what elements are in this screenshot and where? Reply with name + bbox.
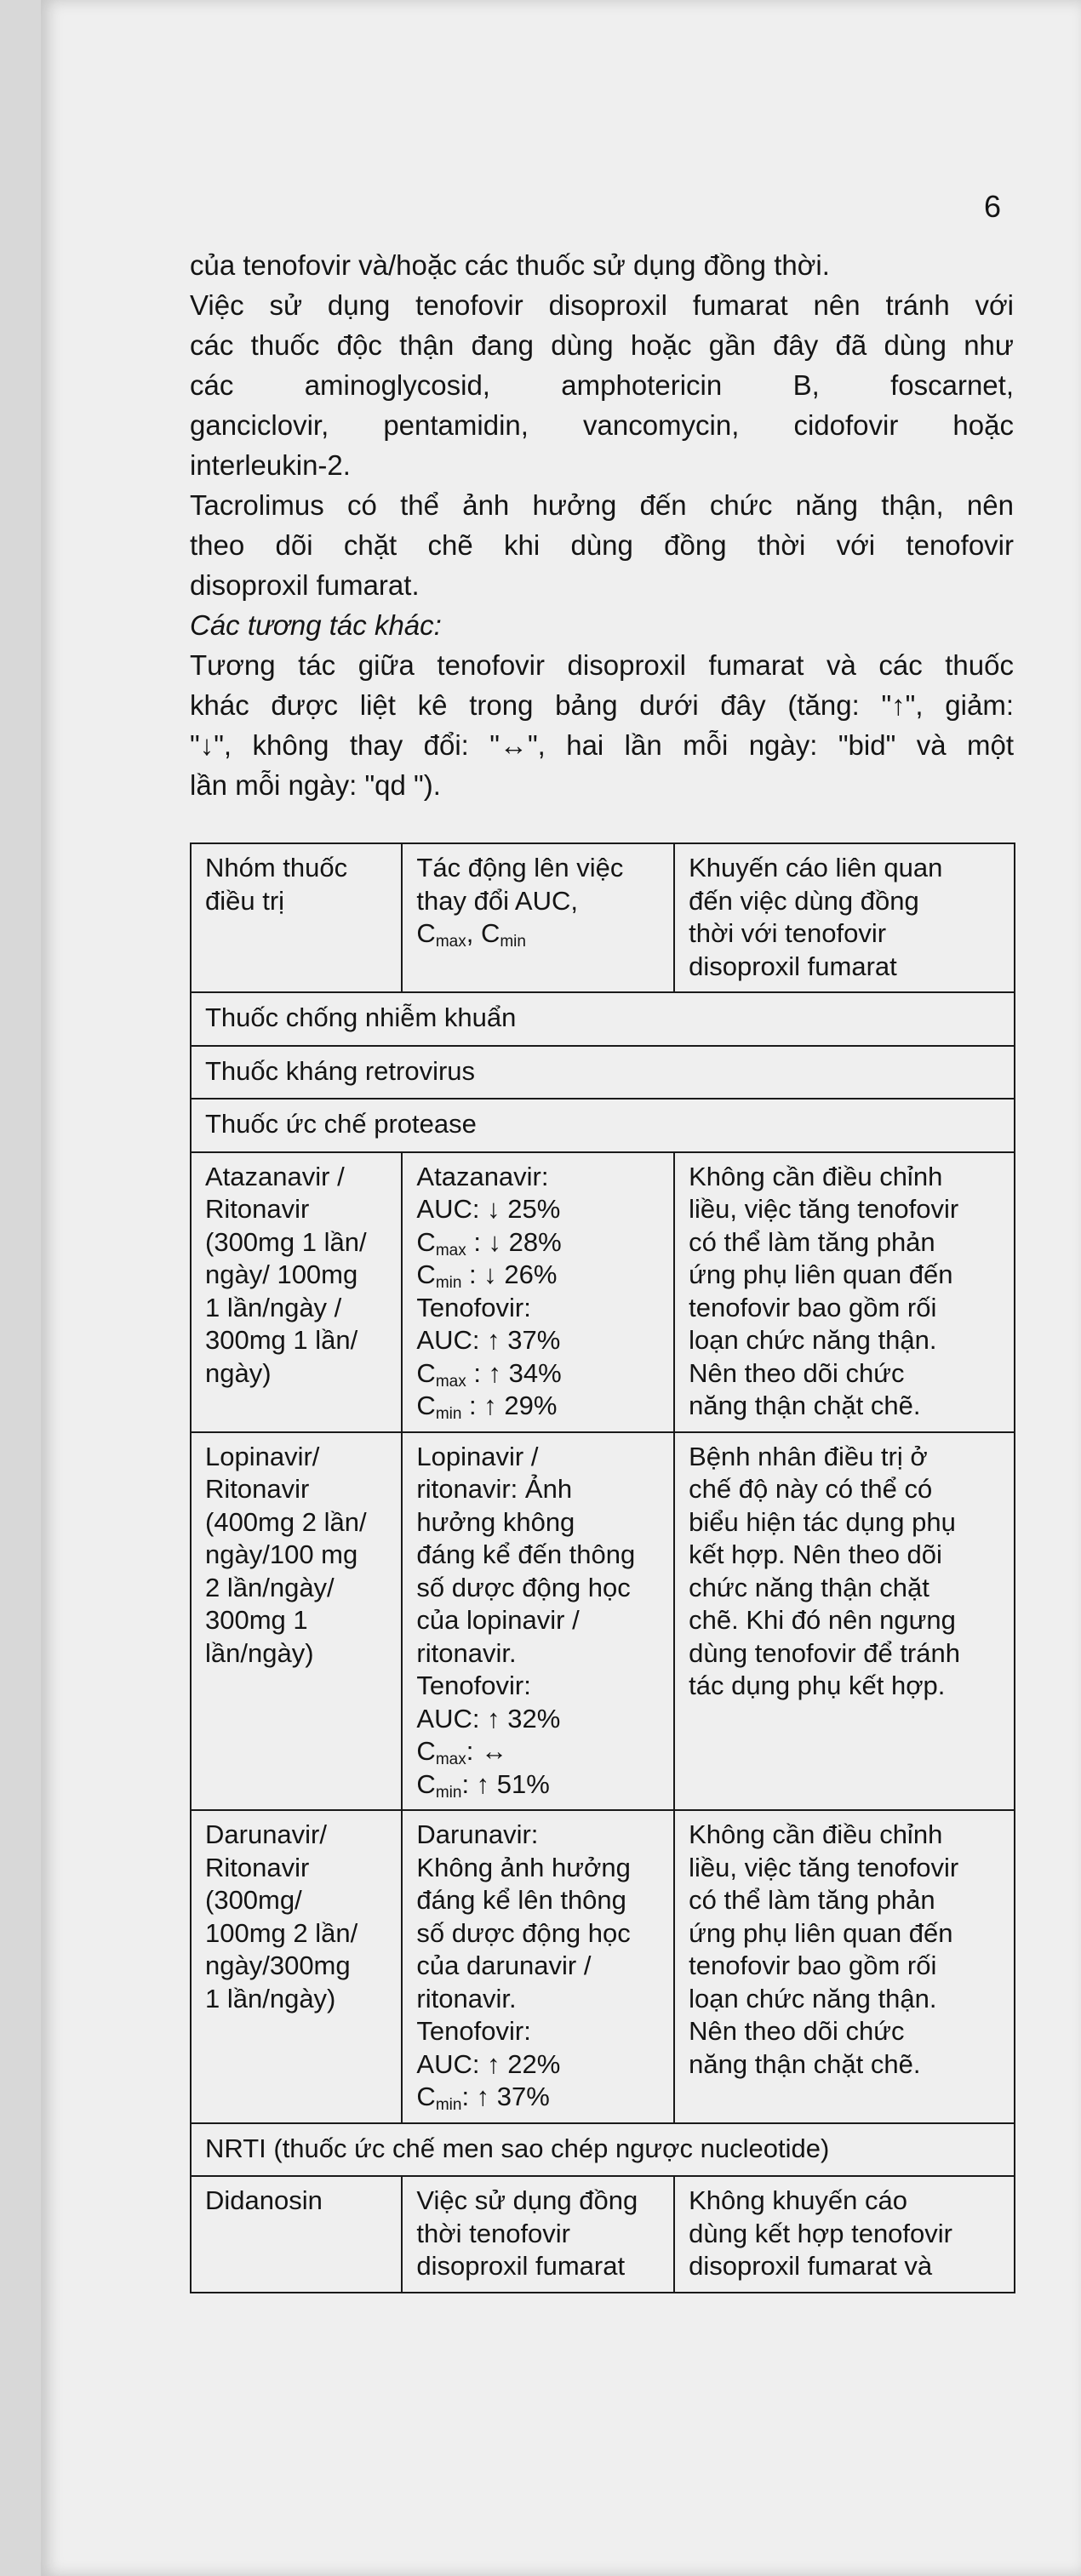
cell-line: số dược động học bbox=[416, 1917, 631, 1948]
cell-line: Lopinavir / bbox=[416, 1441, 539, 1471]
cell-line: Ritonavir bbox=[205, 1852, 310, 1882]
cell-line: chẽ. Khi đó nên ngưng bbox=[689, 1605, 956, 1635]
cell-line: Không ảnh hưởng bbox=[416, 1852, 631, 1882]
paragraph-line: ganciclovir, pentamidin, vancomycin, cidofovir hoặc bbox=[190, 409, 1014, 441]
cell-line: Didanosin bbox=[205, 2185, 323, 2215]
paragraph-line: khác được liệt kê trong bảng dưới đây (tăng: "↑", giảm: bbox=[190, 689, 1014, 721]
cell-line: 1 lần/ngày) bbox=[205, 1983, 336, 2013]
section-title: Thuốc ức chế protease bbox=[191, 1099, 1015, 1152]
section-title: NRTI (thuốc ức chế men sao chép ngược nucleotide) bbox=[191, 2123, 1015, 2177]
paragraph-line: lần mỗi ngày: "qd "). bbox=[190, 769, 441, 801]
cell-line: có thể làm tăng phản bbox=[689, 1226, 935, 1257]
cell-line: $C_{max}$ : ↑ 34% bbox=[416, 1357, 562, 1391]
header-cell-recommendation: Khuyến cáo liên quan đến việc dùng đồng thời với tenofovir disoproxil fumarat bbox=[674, 843, 1015, 992]
cell-line: ngày) bbox=[205, 1357, 272, 1388]
cell-line: AUC: ↑ 37% bbox=[416, 1325, 561, 1355]
paragraph-line: "↓", không thay đổi: "↔", hai lần mỗi ngày: "bid" và một bbox=[190, 729, 1014, 761]
body-text bbox=[190, 245, 1014, 805]
cell-line: Không khuyến cáo bbox=[689, 2185, 907, 2215]
paragraph-line: disoproxil fumarat. bbox=[190, 569, 420, 601]
cell-line: loạn chức năng thận. bbox=[689, 1983, 937, 2013]
section-row bbox=[191, 1099, 1015, 1152]
cell-line: tác dụng phụ kết hợp. bbox=[689, 1671, 946, 1700]
cell-line: (300mg 1 lần/ bbox=[205, 1226, 367, 1257]
table-row bbox=[191, 1432, 1015, 1811]
cell-line: thời tenofovir bbox=[416, 2218, 571, 2248]
cell-line: Atazanavir / bbox=[205, 1161, 345, 1191]
cell-line: disoproxil fumarat bbox=[416, 2251, 626, 2281]
cell-line: ritonavir. bbox=[416, 1637, 517, 1668]
cell-line: hưởng không bbox=[416, 1506, 575, 1537]
effect-cell bbox=[402, 2176, 674, 2293]
interaction-table bbox=[190, 842, 1015, 2293]
cell-line: lần/ngày) bbox=[205, 1637, 314, 1668]
header-cell-effect: Tác động lên việc thay đổi AUC, $C_{max}$, $C_{min}$ bbox=[402, 843, 674, 992]
section-row bbox=[191, 1046, 1015, 1100]
section-title: Thuốc kháng retrovirus bbox=[191, 1046, 1015, 1100]
paragraph-line: interleukin-2. bbox=[190, 449, 351, 481]
cell-line: $C_{min}$: ↑ 51% bbox=[416, 1768, 550, 1802]
drug-cell bbox=[191, 1432, 402, 1811]
recommendation-cell bbox=[674, 1810, 1015, 2123]
table-row bbox=[191, 1810, 1015, 2123]
cell-line: Darunavir/ bbox=[205, 1819, 327, 1849]
section-title: Thuốc chống nhiễm khuẩn bbox=[191, 992, 1015, 1046]
cell-line: 300mg 1 bbox=[205, 1605, 308, 1635]
cell-line: AUC: ↑ 22% bbox=[416, 2048, 561, 2079]
cell-line: $C_{max}$: ↔ bbox=[416, 1736, 507, 1768]
cell-line: Nên theo dõi chức bbox=[689, 1357, 905, 1388]
table-row bbox=[191, 1152, 1015, 1432]
cell-line: 100mg 2 lần/ bbox=[205, 1917, 358, 1948]
section-row bbox=[191, 2123, 1015, 2177]
cell-line: disoproxil fumarat và bbox=[689, 2251, 933, 2281]
cell-line: có thể làm tăng phản bbox=[689, 1885, 935, 1915]
recommendation-cell bbox=[674, 1152, 1015, 1432]
cell-line: dùng tenofovir để tránh bbox=[689, 1637, 960, 1668]
cell-line: Nên theo dõi chức bbox=[689, 2016, 905, 2046]
effect-cell bbox=[402, 1810, 674, 2123]
cell-line: đáng kể lên thông bbox=[416, 1885, 626, 1915]
paragraph-line: Việc sử dụng tenofovir disoproxil fumarat nên tránh với bbox=[190, 289, 1014, 321]
paragraph-line: theo dõi chặt chẽ khi dùng đồng thời với tenofovir bbox=[190, 529, 1014, 561]
cell-line: AUC: ↓ 25% bbox=[416, 1194, 561, 1224]
section-row bbox=[191, 992, 1015, 1046]
cell-line: Việc sử dụng đồng bbox=[416, 2185, 638, 2215]
paragraph-line: các aminoglycosid, amphotericin B, foscarnet, bbox=[190, 369, 1014, 401]
header-cell-drug-group: Nhóm thuốc điều trị bbox=[191, 843, 402, 992]
cell-line: Darunavir: bbox=[416, 1819, 539, 1849]
cell-line: $C_{min}$ : ↓ 26% bbox=[416, 1259, 558, 1292]
cell-line: của darunavir / bbox=[416, 1951, 592, 1980]
cell-line: $C_{max}$ : ↓ 28% bbox=[416, 1226, 562, 1259]
cell-line: đáng kể đến thông bbox=[416, 1539, 636, 1569]
cell-line: Không cần điều chỉnh bbox=[689, 1819, 943, 1849]
paragraph-line: các thuốc độc thận đang dùng hoặc gần đây đã dùng như bbox=[190, 329, 1014, 361]
recommendation-cell bbox=[674, 1432, 1015, 1811]
cell-line: 1 lần/ngày / bbox=[205, 1292, 342, 1322]
cell-line: 2 lần/ngày/ bbox=[205, 1572, 335, 1602]
cell-line: (400mg 2 lần/ bbox=[205, 1506, 367, 1537]
cell-line: Atazanavir: bbox=[416, 1161, 549, 1191]
paragraph-line: của tenofovir và/hoặc các thuốc sử dụng đồng thời. bbox=[190, 249, 830, 281]
cell-line: Tenofovir: bbox=[416, 1292, 531, 1322]
cell-line: Ritonavir bbox=[205, 1474, 310, 1504]
cell-line: liều, việc tăng tenofovir bbox=[689, 1194, 959, 1224]
cell-line: AUC: ↑ 32% bbox=[416, 1703, 561, 1734]
cell-line: ngày/ 100mg bbox=[205, 1259, 358, 1289]
cell-line: Tenofovir: bbox=[416, 2016, 531, 2046]
section-subheading: Các tương tác khác: bbox=[190, 609, 442, 641]
cell-line: số dược động học bbox=[416, 1572, 631, 1602]
cell-line: ứng phụ liên quan đến bbox=[689, 1259, 953, 1289]
cell-line: ứng phụ liên quan đến bbox=[689, 1917, 953, 1948]
cell-line: Không cần điều chỉnh bbox=[689, 1161, 943, 1191]
drug-cell bbox=[191, 2176, 402, 2293]
cell-line: tenofovir bao gồm rối bbox=[689, 1292, 937, 1322]
table-header-row bbox=[191, 843, 1015, 992]
cell-line: Tenofovir: bbox=[416, 1671, 531, 1700]
paragraph-line: Tương tác giữa tenofovir disoproxil fumarat và các thuốc bbox=[190, 649, 1014, 681]
effect-cell bbox=[402, 1152, 674, 1432]
drug-cell bbox=[191, 1810, 402, 2123]
cell-line: (300mg/ bbox=[205, 1885, 302, 1915]
document-page bbox=[41, 0, 1081, 2576]
paragraph-line: Tacrolimus có thể ảnh hưởng đến chức năng thận, nên bbox=[190, 489, 1014, 521]
cell-line: 300mg 1 lần/ bbox=[205, 1325, 358, 1355]
cell-line: của lopinavir / bbox=[416, 1605, 580, 1635]
table-row bbox=[191, 2176, 1015, 2293]
recommendation-cell bbox=[674, 2176, 1015, 2293]
cell-line: loạn chức năng thận. bbox=[689, 1325, 937, 1355]
cmax-cmin-label: $C_{max}$, $C_{min}$ bbox=[416, 918, 526, 951]
cell-line: ritonavir: Ảnh bbox=[416, 1474, 573, 1504]
cell-line: ngày/100 mg bbox=[205, 1539, 358, 1569]
page-number: 6 bbox=[984, 189, 1002, 224]
cell-line: dùng kết hợp tenofovir bbox=[689, 2218, 952, 2248]
cell-line: năng thận chặt chẽ. bbox=[689, 1391, 921, 1420]
cell-line: chức năng thận chặt bbox=[689, 1572, 929, 1602]
cell-line: tenofovir bao gồm rối bbox=[689, 1951, 937, 1980]
cell-line: năng thận chặt chẽ. bbox=[689, 2048, 921, 2079]
cell-line: Lopinavir/ bbox=[205, 1441, 320, 1471]
cell-line: $C_{min}$: ↑ 37% bbox=[416, 2082, 550, 2114]
cell-line: kết hợp. Nên theo dõi bbox=[689, 1539, 942, 1569]
cell-line: ritonavir. bbox=[416, 1983, 517, 2013]
cell-line: chế độ này có thể có bbox=[689, 1474, 933, 1504]
cell-line: $C_{min}$ : ↑ 29% bbox=[416, 1391, 558, 1423]
cell-line: ngày/300mg bbox=[205, 1951, 351, 1980]
cell-line: Ritonavir bbox=[205, 1194, 310, 1224]
cell-line: Bệnh nhân điều trị ở bbox=[689, 1441, 928, 1471]
cell-line: liều, việc tăng tenofovir bbox=[689, 1852, 959, 1882]
drug-cell bbox=[191, 1152, 402, 1432]
effect-cell bbox=[402, 1432, 674, 1811]
cell-line: biểu hiện tác dụng phụ bbox=[689, 1506, 956, 1537]
